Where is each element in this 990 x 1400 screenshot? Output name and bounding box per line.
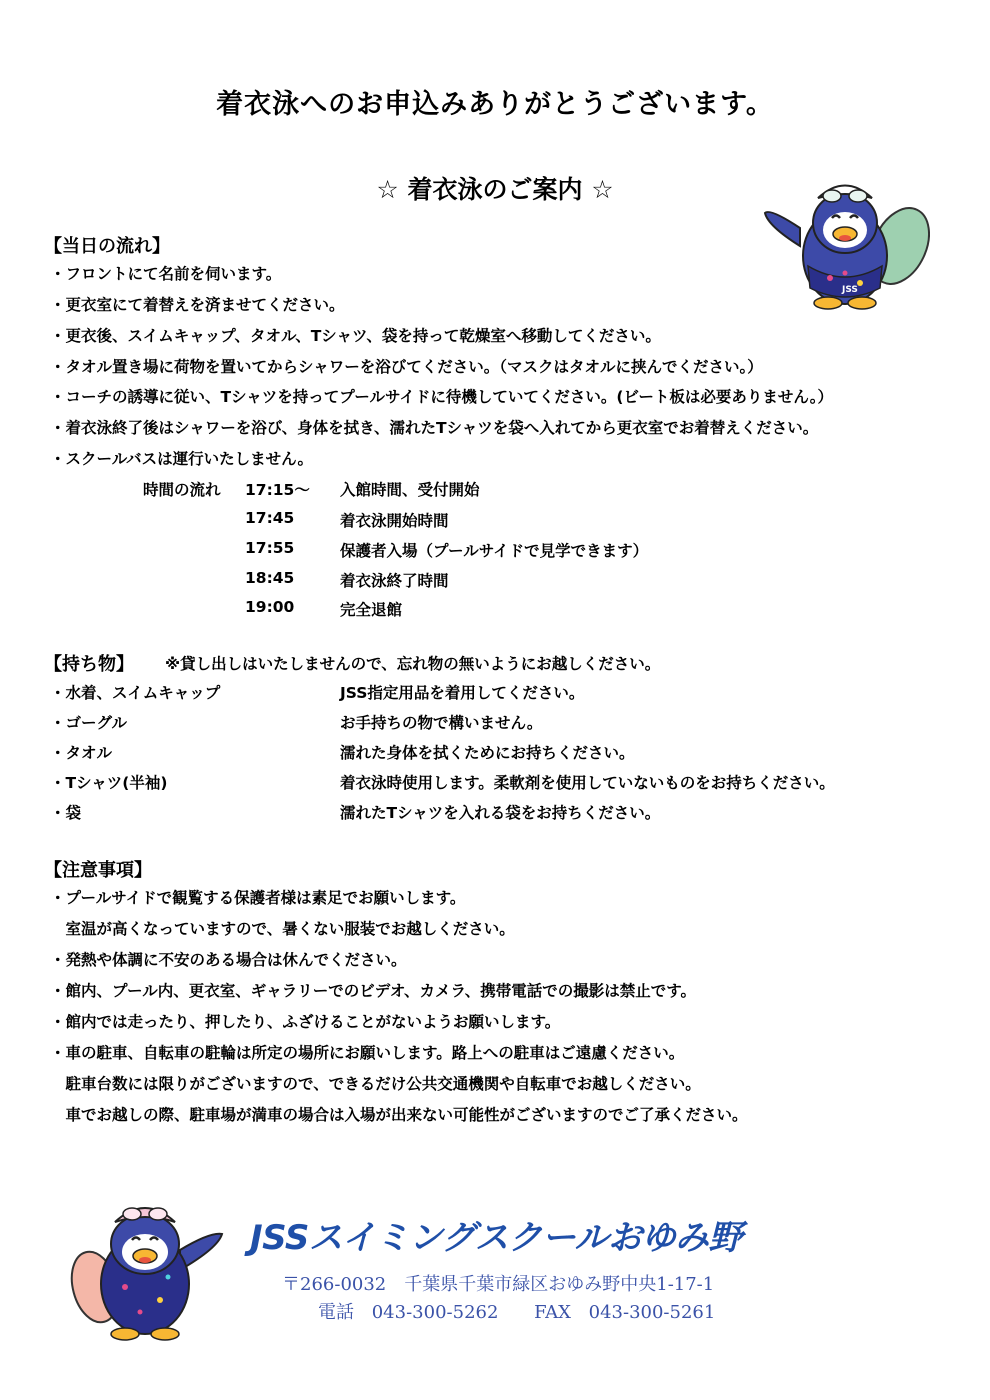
belongings-item-name: ・ゴーグル (50, 714, 128, 732)
tel-number: 043-300-5262 (371, 1302, 499, 1323)
belongings-item-desc: JSS指定用品を着用してください。 (340, 684, 585, 702)
belongings-note: ※貸し出しはいたしませんので、忘れ物の無いようにお越しください。 (165, 655, 661, 673)
belongings-item-desc: 濡れた身体を拭くためにお持ちください。 (340, 744, 635, 762)
belongings-item-desc: お手持ちの物で構いません。 (340, 714, 543, 732)
schedule-desc: 完全退館 (340, 601, 403, 619)
flow-item: ・タオル置き場に荷物を置いてからシャワーを浴びてください。（マスクはタオルに挟んでください。） (50, 358, 763, 376)
notes-heading: 【注意事項】 (44, 860, 152, 881)
belongings-item-name: ・袋 (50, 804, 82, 822)
contact-line (318, 1298, 715, 1324)
notes-line: ・プールサイドで観覧する保護者様は素足でお願いします。 (50, 889, 466, 907)
mascot-jss-label: JSS (842, 285, 858, 295)
schedule-time: 17:45 (245, 509, 295, 527)
belongings-item-desc: 着衣泳時使用します。柔軟剤を使用していないものをお持ちください。 (340, 774, 835, 792)
schedule-desc: 保護者入場（プールサイドで見学できます） (340, 542, 649, 560)
tel-label: 電話 (318, 1302, 354, 1323)
page-title: 着衣泳へのお申込みありがとうございます。 (216, 89, 774, 120)
belongings-item-name: ・タオル (50, 744, 113, 762)
schedule-time: 17:15～ (245, 481, 310, 499)
notes-line: 車でお越しの際、駐車場が満車の場合は入場が出来ない可能性がございますのでご了承ください。 (50, 1106, 748, 1124)
flow-item: ・更衣室にて着替えを済ませてください。 (50, 296, 345, 314)
notes-line: ・発熱や体調に不安のある場合は休んでください。 (50, 951, 407, 969)
schedule-time: 18:45 (245, 569, 295, 587)
belongings-item-name: ・Tシャツ(半袖) (50, 774, 168, 792)
schedule-desc: 入館時間、受付開始 (340, 481, 480, 499)
notes-line: 室温が高くなっていますので、暑くない服装でお越しください。 (50, 920, 515, 938)
flow-item: ・コーチの誘導に従い、Tシャツを持ってプールサイドに待機していてください。(ビート板は必要ありません。） (50, 388, 834, 406)
brand-logo (250, 1210, 742, 1259)
belongings-item-desc: 濡れたTシャツを入れる袋をお持ちください。 (340, 804, 661, 822)
schedule-desc: 着衣泳終了時間 (340, 572, 449, 590)
address: 〒266-0032 千葉県千葉市緑区おゆみ野中央1-17-1 (282, 1274, 715, 1295)
fax-number: 043-300-5261 (588, 1302, 716, 1323)
brand-main-text: JSSスイミングスクール (250, 1218, 609, 1258)
notes-line: ・館内、プール内、更衣室、ギャラリーでのビデオ、カメラ、携帯電話での撮影は禁止です。 (50, 982, 697, 1000)
flow-heading: 【当日の流れ】 (44, 236, 170, 257)
penguin-mascot-bottom (60, 1192, 230, 1342)
schedule-time: 19:00 (245, 598, 295, 616)
schedule-label: 時間の流れ (143, 481, 221, 499)
belongings-item-name: ・水着、スイムキャップ (50, 684, 221, 702)
brand-sub-text: おゆみ野 (608, 1218, 743, 1258)
belongings-heading: 【持ち物】 (44, 654, 134, 675)
schedule-time: 17:55 (245, 539, 295, 557)
page-subtitle: ☆ 着衣泳のご案内 ☆ (376, 175, 614, 204)
flow-item: ・更衣後、スイムキャップ、タオル、Tシャツ、袋を持って乾燥室へ移動してください。 (50, 327, 661, 345)
notes-line: ・車の駐車、自転車の駐輪は所定の場所にお願いします。路上への駐車はご遠慮ください。 (50, 1044, 685, 1062)
flow-item: ・スクールバスは運行いたしません。 (50, 450, 314, 468)
notes-line: 駐車台数には限りがございますので、できるだけ公共交通機関や自転車でお越しください。 (50, 1075, 701, 1093)
penguin-mascot-top (760, 168, 930, 313)
fax-label: FAX (534, 1302, 571, 1323)
flow-item: ・フロントにて名前を伺います。 (50, 265, 282, 283)
notes-line: ・館内では走ったり、押したり、ふざけることがないようお願いします。 (50, 1013, 561, 1031)
schedule-desc: 着衣泳開始時間 (340, 512, 449, 530)
flow-item: ・着衣泳終了後はシャワーを浴び、身体を拭き、濡れたTシャツを袋へ入れてから更衣室でお着替えください。 (50, 419, 819, 437)
